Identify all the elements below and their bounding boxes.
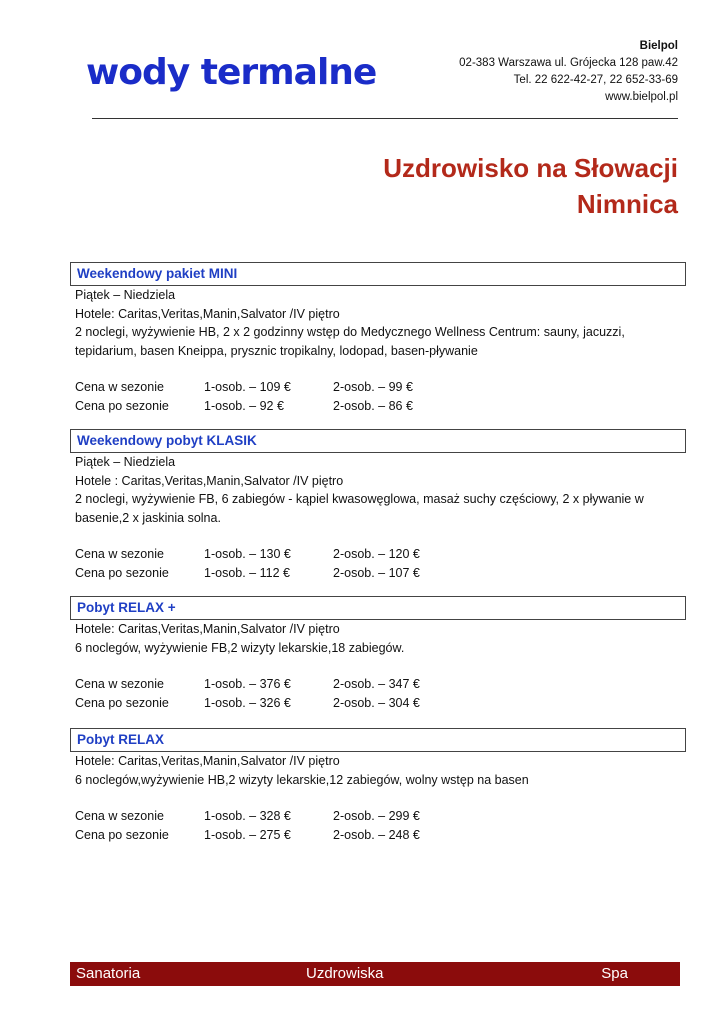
page-title [383, 150, 678, 222]
company-address: 02-383 Warszawa ul. Grójecka 128 paw.42 [459, 57, 678, 69]
price-double: 2-osob. – 304 € [333, 695, 420, 710]
price-label: Cena po sezonie [75, 398, 169, 413]
price-row [75, 675, 686, 694]
section-line: Hotele : Caritas,Veritas,Manin,Salvator /IV piętro [75, 473, 344, 488]
price-double: 2-osob. – 347 € [333, 677, 420, 691]
price-double: 2-osob. – 107 € [333, 565, 420, 580]
price-row [75, 545, 686, 564]
price-single: 1-osob. – 275 € [204, 827, 291, 842]
footer-bar [70, 962, 680, 986]
section-heading: Weekendowy pobyt KLASIK [70, 429, 686, 453]
section-body [70, 620, 686, 712]
price-row [75, 397, 686, 416]
price-label: Cena po sezonie [75, 695, 169, 710]
section-relax-plus [70, 596, 686, 712]
price-label: Cena po sezonie [75, 827, 169, 842]
price-single: 1-osob. – 112 € [204, 565, 290, 580]
logo: wody termalne [86, 52, 377, 93]
section-line: Hotele: Caritas,Veritas,Manin,Salvator /IV piętro [75, 622, 340, 636]
section-pakiet-mini [70, 262, 686, 415]
section-line: 2 noclegi, wyżywienie FB, 6 zabiegów - kąpiel kwasowęglowa, masaż suchy częściowy, 2 x pływanie w basenie,2 x jaskinia solna. [75, 492, 644, 525]
section-line: Hotele: Caritas,Veritas,Manin,Salvator /IV piętro [75, 754, 340, 768]
price-single: 1-osob. – 92 € [204, 398, 284, 413]
price-single: 1-osob. – 130 € [204, 547, 291, 561]
price-row [75, 378, 686, 397]
section-body [70, 453, 686, 582]
company-website[interactable]: www.bielpol.pl [605, 91, 678, 103]
price-single: 1-osob. – 376 € [204, 677, 291, 691]
price-label: Cena w sezonie [75, 809, 164, 823]
footer-item-sanatoria: Sanatoria [76, 965, 141, 982]
price-double: 2-osob. – 299 € [333, 809, 420, 823]
section-pobyt-klasik [70, 429, 686, 582]
section-line: Piątek – Niedziela [75, 288, 176, 302]
price-double: 2-osob. – 99 € [333, 380, 413, 394]
price-table [75, 807, 686, 844]
price-single: 1-osob. – 109 € [204, 380, 291, 394]
section-line: Hotele: Caritas,Veritas,Manin,Salvator /IV piętro [75, 306, 340, 321]
company-phone: Tel. 22 622-42-27, 22 652-33-69 [513, 74, 678, 86]
title-line-2: Nimnica [576, 189, 678, 219]
section-body [70, 752, 686, 844]
price-table [75, 675, 686, 712]
price-row [75, 694, 686, 713]
price-label: Cena w sezonie [75, 547, 164, 561]
section-relax [70, 728, 686, 844]
footer-item-spa: Spa [601, 965, 628, 982]
price-label: Cena po sezonie [75, 565, 169, 580]
price-label: Cena w sezonie [75, 380, 164, 394]
price-row [75, 826, 686, 845]
section-line: Piątek – Niedziela [75, 455, 176, 469]
price-label: Cena w sezonie [75, 677, 164, 691]
price-table [75, 378, 686, 415]
section-line: 6 noclegów,wyżywienie HB,2 wizyty lekarskie,12 zabiegów, wolny wstęp na basen [75, 772, 529, 787]
header-divider [92, 118, 678, 119]
company-info [459, 38, 678, 106]
price-row [75, 564, 686, 583]
section-line: 2 noclegi, wyżywienie HB, 2 x 2 godzinny wstęp do Medycznego Wellness Centrum: sauny, jacuzzi, tepidarium, basen Kneippa, prysznic tropikalny, lodopad, basen-pływanie [75, 325, 625, 358]
price-single: 1-osob. – 328 € [204, 809, 291, 823]
company-name: Bielpol [639, 40, 678, 52]
price-row [75, 807, 686, 826]
price-double: 2-osob. – 248 € [333, 827, 420, 842]
section-heading: Pobyt RELAX [70, 728, 686, 752]
price-double: 2-osob. – 120 € [333, 547, 420, 561]
price-double: 2-osob. – 86 € [333, 398, 413, 413]
title-line-1: Uzdrowisko na Słowacji [383, 153, 678, 183]
section-body [70, 286, 686, 415]
price-single: 1-osob. – 326 € [204, 695, 291, 710]
section-heading: Pobyt RELAX + [70, 596, 686, 620]
price-table [75, 545, 686, 582]
section-line: 6 noclegów, wyżywienie FB,2 wizyty lekarskie,18 zabiegów. [75, 640, 405, 655]
section-heading: Weekendowy pakiet MINI [70, 262, 686, 286]
footer-item-uzdrowiska: Uzdrowiska [306, 965, 384, 982]
